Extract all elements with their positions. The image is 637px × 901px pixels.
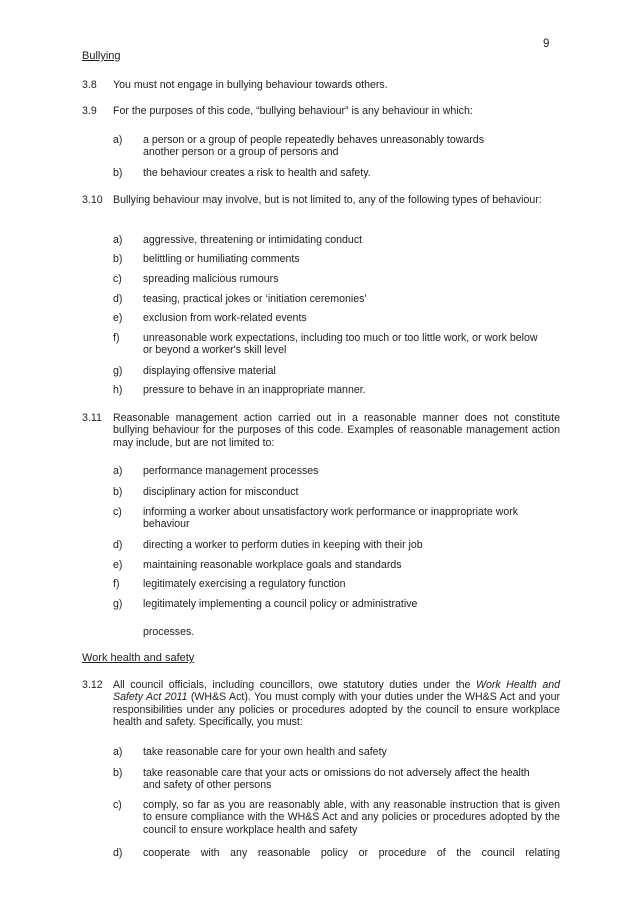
list-item-text: informing a worker about unsatisfactory work performance or inappropriate work behaviour [143, 506, 519, 531]
list-item-label: a) [113, 746, 123, 758]
list-item-label: c) [113, 799, 122, 811]
list-item-text: unreasonable work expectations, including too much or too little work, or work below or beyond a worker's skill level [143, 332, 538, 357]
list-item-label: h) [113, 384, 123, 396]
clause-3-9 [82, 105, 560, 117]
list-item [113, 384, 533, 396]
list-item-text: a person or a group of people repeatedly behaves unreasonably towards another person or a group of persons and [143, 134, 484, 159]
clause-number: 3.9 [82, 105, 97, 117]
list-item [113, 465, 533, 477]
list-item-label: b) [113, 486, 123, 498]
list-item-label: d) [113, 539, 123, 551]
list-item-label: c) [113, 273, 122, 285]
list-item [113, 539, 533, 551]
list-item-label: d) [113, 293, 123, 305]
list-item-label: b) [113, 767, 123, 779]
list-item-text: disciplinary action for misconduct [143, 486, 299, 498]
list-item-label: a) [113, 134, 123, 146]
clause-text [113, 679, 560, 729]
list-item-label: c) [113, 506, 122, 518]
list-item [113, 234, 533, 246]
list-item [113, 312, 533, 324]
clause-text-start: All council officials, including councillors, owe statutory duties under the [113, 679, 476, 691]
list-item-label: b) [113, 253, 123, 265]
list-item [113, 253, 533, 265]
list-item [113, 746, 533, 758]
list-item-text: performance management processes [143, 465, 319, 477]
list-item-text: maintaining reasonable workplace goals and standards [143, 559, 402, 571]
list-item [113, 134, 493, 159]
clause-text: You must not engage in bullying behaviour towards others. [113, 79, 388, 91]
clause-number: 3.12 [82, 679, 103, 691]
list-item [113, 273, 533, 285]
list-item [113, 559, 533, 571]
list-item [113, 799, 560, 836]
section-heading-bullying: Bullying [82, 50, 121, 62]
list-item-text: the behaviour creates a risk to health and safety. [143, 167, 371, 179]
list-item-text: pressure to behave in an inappropriate manner. [143, 384, 366, 396]
list-item-text: belittling or humiliating comments [143, 253, 300, 265]
clause-text: Bullying behaviour may involve, but is not limited to, any of the following types of behaviour: [113, 194, 542, 206]
list-item-text: spreading malicious rumours [143, 273, 279, 285]
list-item-text: take reasonable care that your acts or omissions do not adversely affect the health and safety of other persons [143, 767, 530, 792]
list-item [113, 598, 533, 610]
list-item [113, 767, 537, 792]
list-item-text: take reasonable care for your own health and safety [143, 746, 387, 758]
clause-number: 3.10 [82, 194, 103, 206]
list-item [113, 332, 545, 357]
page-number: 9 [543, 38, 550, 50]
list-item [113, 506, 533, 531]
list-item-label: e) [113, 312, 123, 324]
list-item-text: directing a worker to perform duties in keeping with their job [143, 539, 423, 551]
list-item [113, 578, 533, 590]
clause-text: For the purposes of this code, “bullying behaviour” is any behaviour in which: [113, 105, 473, 117]
list-item-text: displaying offensive material [143, 365, 276, 377]
list-item-label: b) [113, 167, 123, 179]
list-item-label: e) [113, 559, 123, 571]
list-item-text: exclusion from work-related events [143, 312, 307, 324]
list-item-text: aggressive, threatening or intimidating conduct [143, 234, 363, 246]
list-item-label: f) [113, 578, 120, 590]
clause-3-12 [82, 679, 560, 729]
list-item [113, 293, 533, 305]
clause-3-8 [82, 79, 560, 91]
list-item-label: a) [113, 465, 123, 477]
list-item-text: cooperate with any reasonable policy or procedure of the council relating [143, 847, 560, 859]
list-item-text: teasing, practical jokes or ‘initiation ceremonies’ [143, 293, 367, 305]
list-item-continuation: processes. [143, 626, 195, 638]
clause-3-10 [82, 194, 560, 206]
list-item [113, 847, 560, 859]
act-name: Work Health and Safety Act 2011 [113, 679, 560, 704]
list-item-text: comply, so far as you are reasonably able, with any reasonable instruction that is given to ensure compliance with the WH&S Act and any policies or procedures adopted by the council to ensure workplace health and safety [143, 799, 560, 836]
list-item-text: legitimately implementing a council policy or administrative [143, 598, 418, 610]
list-item-text: legitimately exercising a regulatory function [143, 578, 346, 590]
list-item [113, 167, 513, 179]
clause-number: 3.8 [82, 79, 97, 91]
list-item-label: d) [113, 847, 123, 859]
clause-3-11 [82, 412, 560, 449]
list-item-label: g) [113, 365, 123, 377]
list-item-label: g) [113, 598, 123, 610]
list-item [113, 365, 533, 377]
list-item [113, 486, 533, 498]
clause-text-end: (WH&S Act). You must comply with your duties under the WH&S Act and your responsibilities under any policies or procedures adopted by the council to ensure workplace health and safety. Specifically, you must: [113, 691, 560, 729]
list-item-label: f) [113, 332, 120, 344]
list-item-label: a) [113, 234, 123, 246]
clause-text: Reasonable management action carried out in a reasonable manner does not constitute bullying behaviour for the purposes of this code. Examples of reasonable management action may include, but are not limited to: [113, 412, 560, 449]
clause-number: 3.11 [82, 412, 102, 424]
section-heading-whs: Work health and safety [82, 652, 195, 664]
